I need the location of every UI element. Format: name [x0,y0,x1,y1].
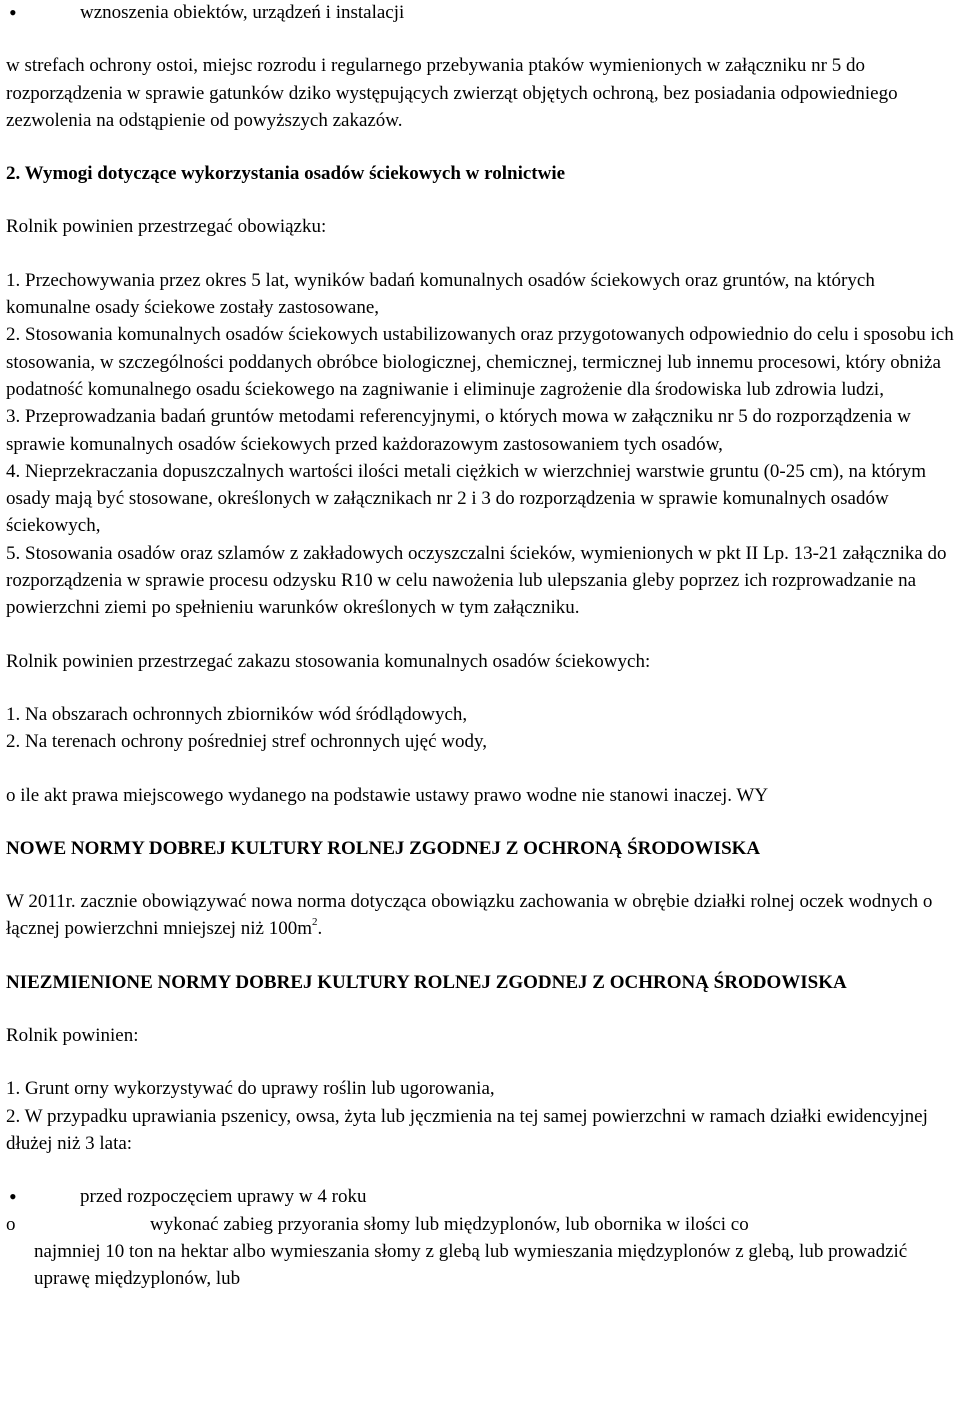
zakaz-intro: Rolnik powinien przestrzegać zakazu stosowania komunalnych osadów ściekowych: [6,650,651,672]
list-item: 1. Na obszarach ochronnych zbiorników wód śródlądowych, [6,703,468,725]
document-page [6,0,954,1292]
zakaz-outro: o ile akt prawa miejscowego wydanego na podstawie ustawy prawo wodne nie stanowi inaczej. WY [6,784,769,806]
superscript: 2 [312,916,318,929]
paragraph-nowe-normy [6,888,954,943]
list-item: 1. Grunt orny wykorzystywać do uprawy roślin lub ugorowania, [6,1078,495,1100]
sub-item-first-line: wykonać zabieg przyorania słomy lub międzyplonów, lub obornika w ilości co [150,1213,749,1235]
obowiazki-list [6,267,954,622]
heading-niezmienione-normy: NIEZMIENIONE NORMY DOBREJ KULTURY ROLNEJ ZGODNEJ Z OCHRONĄ ŚRODOWISKA [6,971,847,993]
list-item: 5. Stosowania osadów oraz szlamów z zakładowych oczyszczalni ścieków, wymienionych w pkt II Lp. 13-21 załącznika do rozporządzenia w sprawie procesu odzysku R10 w celu nawożenia lub ulepszania gleby poprzez ich rozprowadzanie na powierzchni ziemi po spełnieniu warunków określonych w tym załączniku. [6,542,947,619]
powinien-intro: Rolnik powinien: [6,1025,139,1047]
sub-item-continuation: najmniej 10 ton na hektar albo wymieszania słomy z glebą lub wymieszania międzyplonów z glebą, lub prowadzić uprawę międzyplonów, lub [34,1240,908,1290]
heading-nowe-normy: NOWE NORMY DOBREJ KULTURY ROLNEJ ZGODNEJ Z OCHRONĄ ŚRODOWISKA [6,837,761,859]
sub-item [6,1211,954,1293]
bullet-item: • przed rozpoczęciem uprawy w 4 roku [6,1183,954,1210]
list-item: 2. Na terenach ochrony pośredniej stref ochronnych ujęć wody, [6,731,487,753]
list-item: 4. Nieprzekraczania dopuszczalnych wartości ilości metali ciężkich w wierzchniej warstwie gruntu (0-25 cm), na którym osady mają być stosowane, określonych w załącznikach nr 2 i 3 do rozporządzenia w sprawie komunalnych osadów ściekowych, [6,460,927,537]
list-item: 3. Przeprowadzania badań gruntów metodami referencyjnymi, o których mowa w załączniku nr 5 do rozporządzenia w sprawie komunalnych osadów ściekowych przed każdorazowym zastosowaniem tych osadów, [6,406,911,455]
nowe-end: . [317,918,323,940]
paragraph-strefy: w strefach ochrony ostoi, miejsc rozrodu i regularnego przebywania ptaków wymienionych w załączniku nr 5 do rozporządzenia w sprawie gatunków dziko występujących zwierząt objętych ochroną, bez posiadania odpowiedniego zezwolenia na odstąpienie od powyższych zakazów. [6,55,898,131]
section-heading: 2. Wymogi dotyczące wykorzystania osadów ściekowych w rolnictwie [6,163,566,185]
obowiazek-intro: Rolnik powinien przestrzegać obowiązku: [6,216,327,238]
bullet-item: • wznoszenia obiektów, urządzeń i instalacji [6,0,954,26]
list-item: 2. Stosowania komunalnych osadów ściekowych ustabilizowanych oraz przygotowanych odpowiednio do celu i sposobu ich stosowania, w szczególności poddanych obróbce biologicznej, chemicznej, termicznej lub innemu procesowi, który obniża podatność komunalnego osadu ściekowego na zagniwanie i eliminuje zagrożenie dla środowiska lub zdrowia ludzi, [6,324,954,400]
list-item: 2. W przypadku uprawiania pszenicy, owsa, żyta lub jęczmienia na tej samej powierzchni w ramach działki ewidencyjnej dłużej niż 3 lata: [6,1105,928,1154]
list-item: 1. Przechowywania przez okres 5 lat, wyników badań komunalnych osadów ściekowych oraz gruntów, na których komunalne osady ściekowe zostały zastosowane, [6,269,875,319]
zakazy-list [6,701,954,756]
powinien-list [6,1075,954,1157]
nowe-text: W 2011r. zacznie obowiązywać nowa norma dotycząca obowiązku zachowania w obrębie działki rolnej oczek wodnych o łącznej powierzchni mniejszej niż 100m [6,891,933,940]
circle-bullet-mark: o [6,1213,16,1235]
